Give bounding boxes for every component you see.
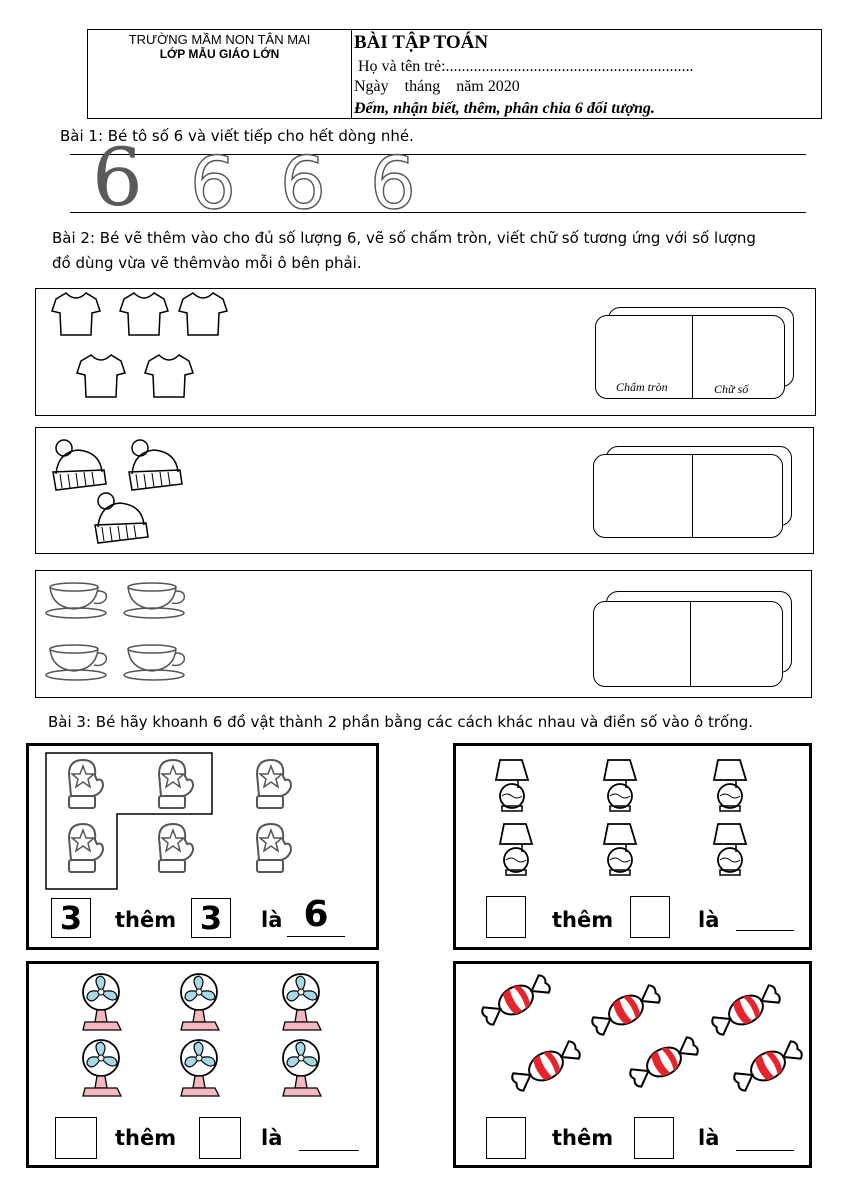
answer-box-divider [690, 602, 691, 686]
worksheet-title: BÀI TẬP TOÁN [354, 32, 489, 53]
lamp-icon [496, 820, 536, 878]
class-name: LỚP MẪU GIÁO LỚN [159, 47, 280, 61]
digit-label: Chữ số [714, 382, 749, 396]
answer-box[interactable] [593, 601, 783, 687]
beanie-hat-icon [90, 491, 150, 547]
lamp-icon [710, 756, 750, 814]
worksheet-topic: Đếm, nhận biết, thêm, phân chia 6 đối tượng. [354, 100, 655, 117]
result-blank[interactable]: 6 [287, 894, 345, 937]
add-word: thêm [552, 908, 614, 932]
fan-icon [279, 1038, 325, 1100]
is-word: là [261, 1126, 283, 1150]
header-table [87, 29, 822, 119]
result-blank[interactable] [299, 1116, 359, 1151]
answer-box[interactable] [595, 315, 785, 399]
candy-icon [624, 1036, 704, 1088]
ex1-instruction: Bài 1: Bé tô số 6 và viết tiếp cho hết dòng nhé. [60, 127, 414, 145]
header-divider [351, 30, 352, 118]
tshirt-icon [50, 289, 102, 339]
date-line: Ngày tháng năm 2020 [354, 78, 520, 95]
candy-icon [476, 974, 556, 1026]
ex3-panel-lamps [453, 743, 812, 950]
add-word: thêm [552, 1126, 614, 1150]
second-number-box[interactable]: 3 [191, 898, 231, 938]
tshirt-icon [143, 351, 195, 401]
dots-label: Chấm tròn [616, 380, 668, 394]
ex3-panel-fans [26, 961, 379, 1168]
is-word: là [698, 908, 720, 932]
teacup-icon [44, 581, 110, 621]
lamp-icon [710, 820, 750, 878]
dotted-digit-3: 6 [370, 141, 416, 225]
teacup-icon [44, 643, 110, 683]
first-number-box[interactable] [486, 1117, 526, 1159]
ex1-top-line [70, 154, 806, 155]
answer-box[interactable] [593, 454, 783, 538]
first-number-box[interactable] [486, 896, 526, 938]
lamp-icon [600, 756, 640, 814]
fan-icon [279, 972, 325, 1034]
trace-digit: 6 [92, 131, 143, 224]
add-word: thêm [115, 908, 177, 932]
is-word: là [261, 908, 283, 932]
beanie-hat-icon [124, 438, 184, 494]
ex2-row-cups [35, 570, 812, 698]
school-name: TRƯỜNG MẦM NON TÂN MAI [128, 32, 311, 47]
second-number-box[interactable] [199, 1117, 241, 1159]
candy-icon [728, 1040, 808, 1092]
ex3-instruction: Bài 3: Bé hãy khoanh 6 đồ vật thành 2 phần bằng các cách khác nhau và điền số vào ô trống. [48, 713, 753, 731]
tshirt-icon [75, 351, 127, 401]
mitten-icon [247, 756, 293, 812]
add-word: thêm [115, 1126, 177, 1150]
child-name-line: Họ và tên trẻ:.............................................................. [358, 58, 694, 75]
teacup-icon [122, 581, 188, 621]
fan-icon [79, 972, 125, 1034]
dotted-digit-2: 6 [280, 141, 326, 225]
mitten-icon [149, 820, 195, 876]
candy-icon [586, 984, 666, 1036]
candy-icon [506, 1040, 586, 1092]
is-word: là [698, 1126, 720, 1150]
lamp-icon [492, 756, 532, 814]
ex2-row-tshirts [35, 288, 816, 416]
first-number-box[interactable]: 3 [51, 898, 91, 938]
ex3-panel-mittens [26, 743, 379, 950]
ex2-row-hats [35, 427, 814, 554]
result-blank[interactable] [736, 1116, 794, 1151]
answer-box-divider [692, 455, 693, 537]
second-number-box[interactable] [634, 1117, 674, 1159]
answer-box-divider [692, 316, 693, 398]
tshirt-icon [177, 289, 229, 339]
mitten-icon [59, 820, 105, 876]
ex3-panel-candies [453, 961, 812, 1168]
mitten-icon [149, 756, 195, 812]
beanie-hat-icon [48, 438, 108, 494]
first-number-box[interactable] [55, 1117, 97, 1159]
ex2-instruction-1: Bài 2: Bé vẽ thêm vào cho đủ số lượng 6, vẽ số chấm tròn, viết chữ số tương ứng với số lượng [52, 229, 756, 247]
mitten-icon [59, 756, 105, 812]
dotted-digit-1: 6 [190, 141, 236, 225]
ex1-bottom-line [70, 212, 806, 213]
lamp-icon [600, 820, 640, 878]
ex2-instruction-2: đồ dùng vừa vẽ thêmvào mỗi ô bên phải. [52, 254, 362, 272]
mitten-icon [247, 820, 293, 876]
candy-icon [706, 984, 786, 1036]
fan-icon [177, 1038, 223, 1100]
result-blank[interactable] [736, 896, 794, 931]
fan-icon [177, 972, 223, 1034]
second-number-box[interactable] [630, 896, 670, 938]
tshirt-icon [118, 289, 170, 339]
teacup-icon [122, 643, 188, 683]
fan-icon [79, 1038, 125, 1100]
